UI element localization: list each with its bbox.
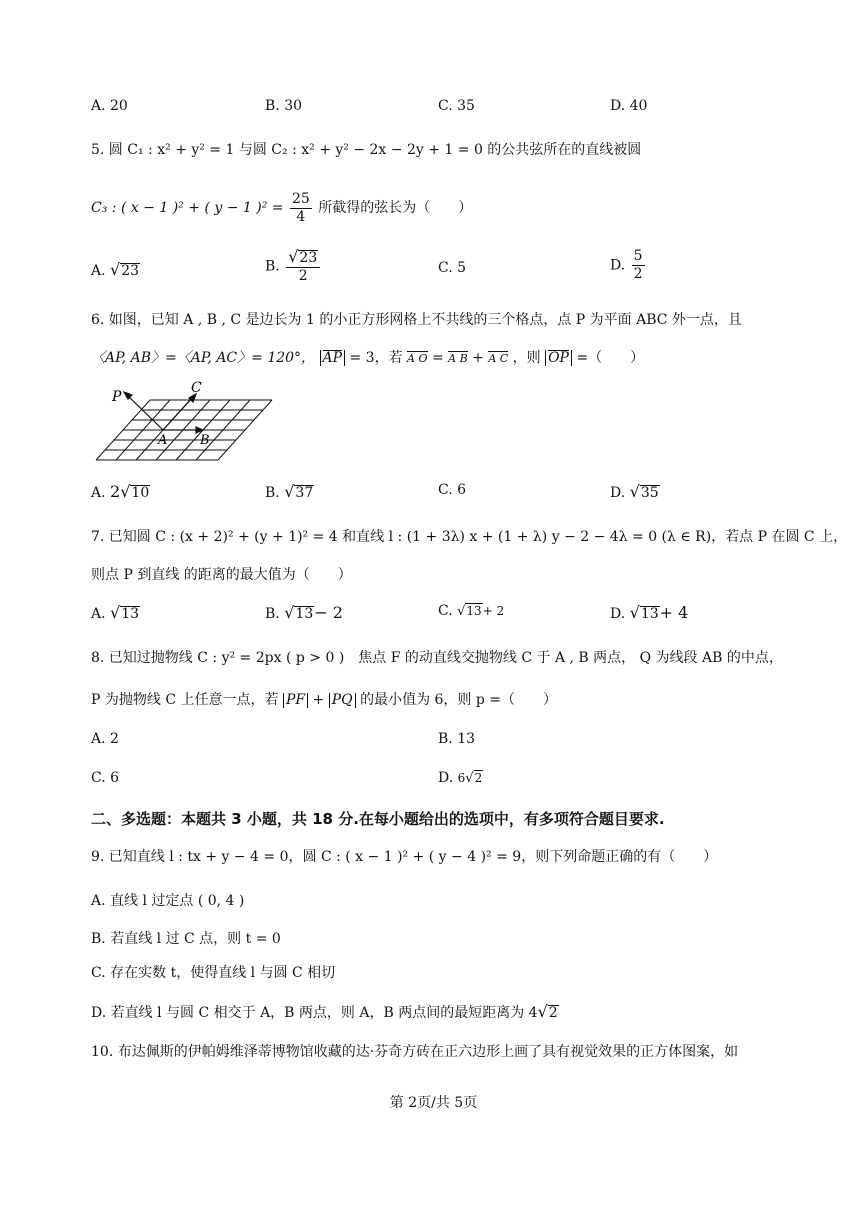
q6-option-b-label: B.	[265, 485, 280, 501]
q6-plus: +	[472, 350, 484, 366]
q6-option-a-radicand: 10	[131, 485, 150, 501]
q6-option-a-label: A.	[91, 485, 106, 501]
q9-option-a[interactable]: A. 直线 l 过定点 ( 0, 4 )	[91, 893, 245, 909]
q5-option-d-num: 5	[633, 248, 643, 264]
q6-option-a[interactable]	[91, 482, 150, 501]
q7-option-c-radicand: 13	[466, 604, 482, 618]
q6-then: ，则	[512, 350, 541, 366]
q6-option-c[interactable]: C. 6	[438, 482, 467, 498]
q7-option-c[interactable]	[438, 603, 504, 619]
q8-pq-abs: PQ	[329, 693, 356, 708]
q5-fraction	[290, 191, 312, 226]
q8-option-a[interactable]: A. 2	[91, 731, 119, 747]
q7-option-d-label: D.	[610, 606, 626, 622]
q5-stem-line2	[91, 188, 472, 228]
q7-option-b-radicand: 13	[295, 606, 314, 622]
q5-option-b[interactable]	[265, 248, 322, 285]
q8-option-d-label: D.	[438, 770, 454, 786]
q5-c3-equation: C₃ : ( x − 1 )² + ( y − 1 )² =	[91, 200, 284, 216]
q6-option-a-coef: 2	[110, 482, 121, 501]
q4-option-c[interactable]: C. 35	[438, 98, 475, 114]
q7-option-a[interactable]	[91, 603, 140, 622]
q7-option-b[interactable]	[265, 603, 343, 622]
sqrt-icon: √	[537, 1002, 548, 1021]
q8-stem-tail: 的最小值为 6，则 p =（ ）	[360, 692, 558, 708]
q5-frac-den: 4	[296, 208, 306, 225]
q7-stem-line2: 则点 P 到直线 的距离的最大值为（ ）	[91, 567, 352, 583]
q5-option-b-den: 2	[298, 268, 308, 284]
section-title-multiple-choice: 二、多选题：本题共 3 小题，共 18 分.在每小题给出的选项中，有多项符合题目要求.	[91, 810, 665, 828]
q5-option-b-num	[286, 248, 320, 268]
q9-option-b[interactable]: B. 若直线 l 过 C 点，则 t = 0	[91, 931, 281, 947]
q7-option-a-radicand: 13	[121, 606, 140, 622]
sqrt-icon: √	[110, 603, 121, 622]
q6-angle-condition: 〈AP, AB〉=〈AP, AC〉= 120°，	[91, 350, 316, 366]
q6-fig-label-a: A	[158, 433, 168, 448]
q6-vec-ab: A B	[448, 352, 468, 365]
sqrt-icon: √	[284, 603, 295, 622]
q5-option-c[interactable]: C. 5	[438, 260, 467, 276]
q9-option-c[interactable]: C. 存在实数 t，使得直线 l 与圆 C 相切	[91, 965, 336, 981]
q8-stem-head: P 为抛物线 C 上任意一点，若	[91, 692, 279, 708]
q5-option-d-den: 2	[633, 266, 643, 282]
q7-option-c-tail: + 2	[482, 604, 505, 618]
q8-option-d-radicand: 2	[474, 771, 483, 785]
q6-fig-label-p: P	[112, 389, 122, 405]
q5-option-b-radicand: 23	[299, 250, 318, 266]
q6-equals: =	[431, 350, 444, 366]
q7-option-d[interactable]	[610, 603, 688, 622]
q4-option-d[interactable]: D. 40	[610, 98, 648, 114]
q8-option-d[interactable]	[438, 770, 483, 786]
q6-option-b[interactable]	[265, 482, 314, 501]
q7-option-b-label: B.	[265, 606, 280, 622]
sqrt-icon: √	[288, 247, 299, 266]
sqrt-icon: √	[110, 260, 121, 279]
q6-option-b-radicand: 37	[295, 485, 314, 501]
q6-op-magnitude	[545, 350, 572, 366]
q6-ap-value: = 3，若	[349, 350, 403, 366]
q5-option-d-fraction	[632, 248, 645, 283]
q6-vec-ao: A O	[407, 352, 428, 365]
sqrt-icon: √	[120, 482, 131, 501]
q7-option-a-label: A.	[91, 606, 106, 622]
q6-stem-line2	[91, 346, 644, 370]
q6-stem-tail: =（ ）	[576, 350, 645, 366]
q7-stem-line1: 7. 已知圆 C : (x + 2)² + (y + 1)² = 4 和直线 l : (1 + 3λ) x + (1 + λ) y − 2 − 4λ = 0 (λ ∈ R)，若点 P 在圆 C 上，	[91, 529, 848, 545]
q6-vec-ac: A C	[488, 352, 509, 365]
q6-vec-ap: AP	[322, 350, 343, 366]
q5-option-a-label: A.	[91, 263, 106, 279]
q8-plus: +	[312, 692, 325, 708]
q5-option-d-label: D.	[610, 257, 626, 274]
q6-option-d-radicand: 35	[640, 485, 659, 501]
q6-option-d-label: D.	[610, 485, 626, 501]
q10-stem: 10. 布达佩斯的伊帕姆维泽蒂博物馆收藏的达·芬奇方砖在正六边形上画了具有视觉效果的正方体图案，如	[91, 1044, 739, 1060]
q6-ap-magnitude	[320, 350, 346, 366]
q6-option-d[interactable]	[610, 482, 660, 501]
sqrt-icon: √	[457, 604, 466, 619]
q7-option-d-tail: + 4	[659, 603, 689, 622]
q5-frac-num: 25	[291, 190, 310, 207]
q9-stem: 9. 已知直线 l : tx + y − 4 = 0，圆 C : ( x − 1 )² + ( y − 4 )² = 9，则下列命题正确的有（ ）	[91, 849, 718, 865]
q7-option-b-tail: − 2	[314, 603, 343, 622]
q6-vec-op: OP	[548, 350, 569, 366]
q8-option-b[interactable]: B. 13	[438, 731, 476, 747]
q5-stem-tail: 所截得的弦长为（ ）	[318, 200, 473, 216]
q6-fig-label-c: C	[191, 380, 202, 396]
q8-pf-abs: PF	[283, 693, 308, 708]
q7-option-c-label: C.	[438, 603, 453, 619]
q9-option-d[interactable]	[91, 1000, 559, 1024]
q8-option-c[interactable]: C. 6	[91, 770, 120, 786]
sqrt-icon: √	[629, 482, 640, 501]
q5-option-a-radicand: 23	[121, 263, 140, 279]
q6-grid-figure	[90, 378, 280, 470]
q5-option-b-fraction	[286, 248, 320, 285]
q9-option-d-coef: 4	[528, 1005, 538, 1021]
q5-option-b-label: B.	[265, 258, 280, 275]
q8-option-d-coef: 6	[457, 771, 466, 785]
sqrt-icon: √	[284, 482, 295, 501]
sqrt-icon: √	[629, 603, 640, 622]
q6-fig-label-b: B	[200, 433, 210, 448]
q8-stem-line2	[91, 688, 557, 712]
q6-stem-line1: 6. 如图，已知 A , B , C 是边长为 1 的小正方形网格上不共线的三个格点，点 P 为平面 ABC 外一点，且	[91, 312, 742, 328]
q9-option-d-text: D. 若直线 l 与圆 C 相交于 A，B 两点，则 A，B 两点间的最短距离为	[91, 1005, 525, 1021]
q8-stem-line1: 8. 已知过抛物线 C : y² = 2px ( p > 0 ) 焦点 F 的动直线交抛物线 C 于 A , B 两点， Q 为线段 AB 的中点，	[91, 650, 783, 666]
q9-option-d-radicand: 2	[548, 1005, 558, 1021]
q5-stem-line1: 5. 圆 C₁ : x² + y² = 1 与圆 C₂ : x² + y² − 2x − 2y + 1 = 0 的公共弦所在的直线被圆	[91, 142, 642, 158]
q4-option-b[interactable]: B. 30	[265, 98, 303, 114]
vector-arrows	[124, 392, 203, 433]
q4-option-a[interactable]: A. 20	[91, 98, 128, 114]
q5-option-d[interactable]	[610, 248, 647, 283]
q5-option-a[interactable]	[91, 260, 140, 279]
sqrt-icon: √	[465, 771, 474, 786]
page-number: 第 2页/共 5页	[389, 1095, 478, 1111]
q7-option-d-radicand: 13	[640, 606, 659, 622]
